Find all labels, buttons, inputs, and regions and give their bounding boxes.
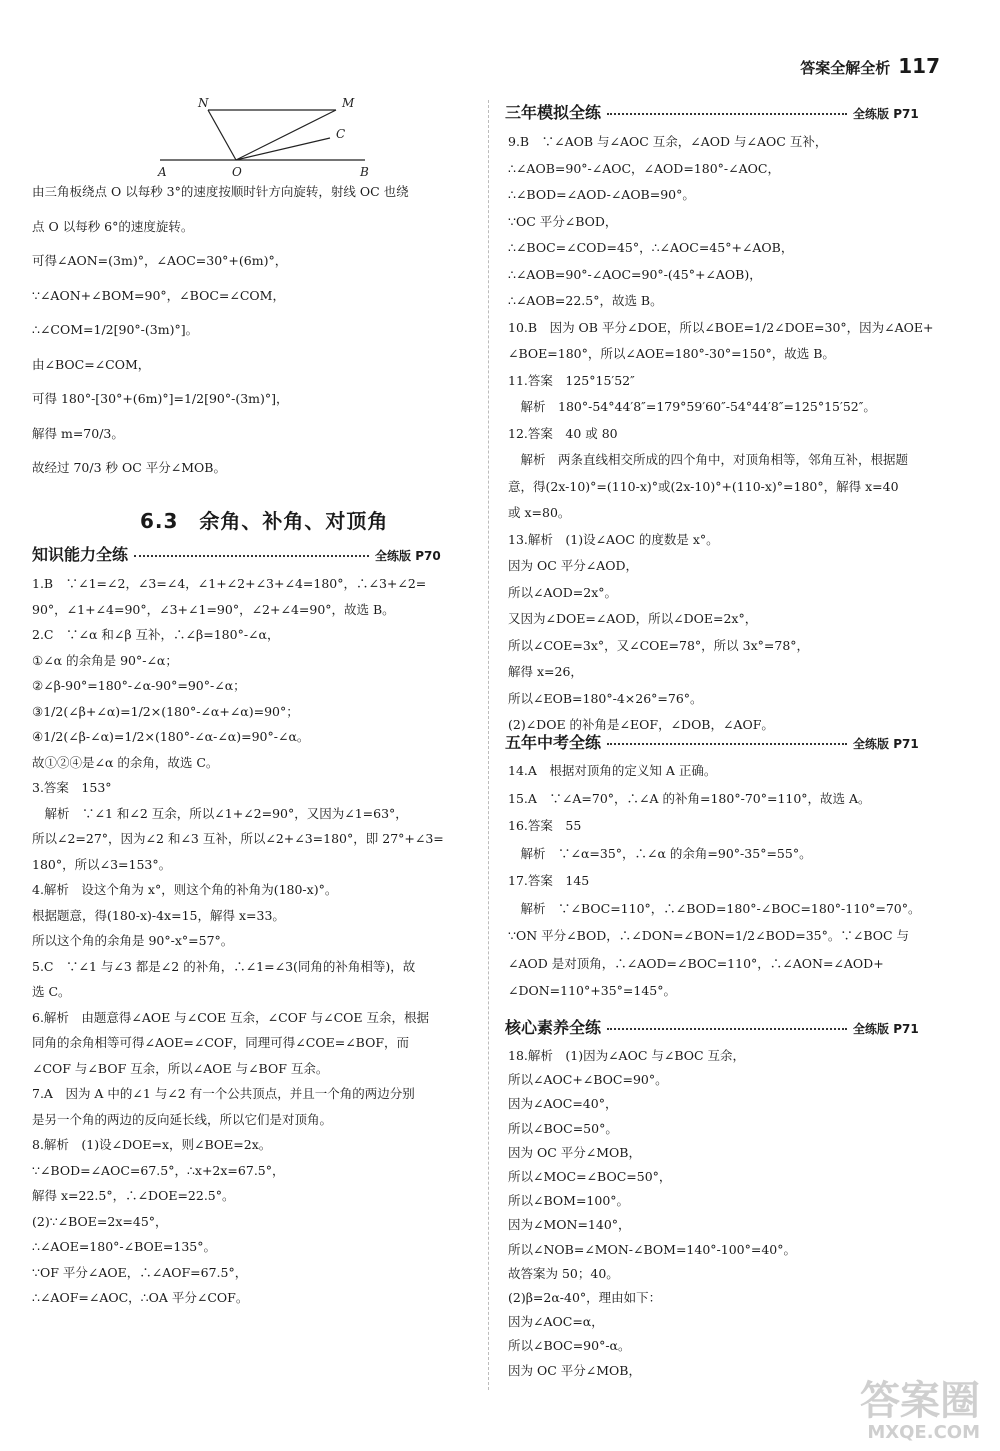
text-line: ∵∠AON+∠BOM=90°，∠BOC=∠COM，	[32, 287, 285, 303]
page-number: 117	[898, 54, 940, 78]
text-line: 180°，所以∠3=153°。	[32, 856, 172, 872]
text-line: ③1/2(∠β+∠α)=1/2×(180°-∠α+∠α)=90°；	[32, 703, 299, 719]
text-line: 4.解析 设这个角为 x°，则这个角的补角为(180-x)°。	[32, 882, 338, 897]
text-line: 6.解析 由题意得∠AOE 与∠COE 互余，∠COF 与∠COE 互余，根据	[32, 1009, 429, 1025]
text-line: 所以这个角的余角是 90°-x°=57°。	[32, 933, 234, 948]
text-line: ∠AOD 是对顶角，∴∠AOD=∠BOC=110°，∴∠AON=∠AOD+	[508, 955, 884, 971]
text-line: 所以∠MOC=∠BOC=50°，	[508, 1169, 672, 1184]
text-line: 是另一个角的两边的反向延长线，所以它们是对顶角。	[32, 1111, 333, 1127]
section-title: 6.3 余角、补角、对顶角	[140, 509, 389, 533]
text-line: 12.答案 40 或 80	[508, 425, 618, 441]
point-label-B: B	[360, 165, 369, 179]
text-line: 所以∠AOD=2x°。	[508, 584, 617, 600]
text-line: 所以∠COE=3x°，又∠COE=78°，所以 3x°=78°，	[508, 637, 810, 653]
point-label-N: N	[198, 96, 209, 110]
text-line: ∵∠BOD=∠AOC=67.5°，∴x+2x=67.5°，	[32, 1162, 285, 1178]
section-header-1: 知识能力全练 全练版 P70	[32, 545, 441, 564]
text-line: (2)∠DOE 的补角是∠EOF，∠DOB，∠AOF。	[508, 717, 774, 732]
text-line: 13.解析 (1)设∠AOC 的度数是 x°。	[508, 531, 719, 547]
text-line: ∵OC 平分∠BOD，	[508, 213, 618, 229]
text-line: 14.A 根据对顶角的定义知 A 正确。	[508, 763, 717, 778]
text-line: 所以∠2=27°，因为∠2 和∠3 互补，所以∠2+∠3=180°，即 27°+∠3=	[32, 831, 444, 846]
text-line: 因为∠AOC=40°，	[508, 1096, 618, 1112]
page-header	[800, 54, 940, 78]
text-line: 8.解析 (1)设∠DOE=x，则∠BOE=2x。	[32, 1137, 272, 1152]
text-line: 所以∠EOB=180°-4×26°=76°。	[508, 690, 703, 706]
text-line: 所以∠BOC=50°。	[508, 1120, 618, 1136]
text-line: 5.C ∵∠1 与∠3 都是∠2 的补角，∴∠1=∠3(同角的补角相等)，故	[32, 958, 416, 974]
text-line: 意，得(2x-10)°=(110-x)°或(2x-10)°+(110-x)°=180°，解得 x=40	[508, 478, 899, 494]
text-line: 根据题意，得(180-x)-4x=15，解得 x=33。	[32, 907, 285, 923]
watermark: 答案圈 MXQE.COM	[860, 1378, 980, 1443]
text-line: 因为 OC 平分∠MOB，	[508, 1144, 641, 1160]
text-line: ∵OF 平分∠AOE，∴∠AOF=67.5°，	[32, 1264, 248, 1280]
text-line: 解析 ∵∠1 和∠2 互余，所以∠1+∠2=90°，又因为∠1=63°，	[32, 805, 408, 821]
text-line: ∠DON=110°+35°=145°。	[508, 983, 676, 998]
text-line: 15.A ∵∠A=70°，∴∠A 的补角=180°-70°=110°，故选 A。	[508, 790, 871, 806]
text-line: (2)β=2α-40°，理由如下：	[508, 1290, 662, 1305]
text-line: 故经过 70/3 秒 OC 平分∠MOB。	[32, 460, 226, 475]
text-line: 解得 m=70/3。	[32, 425, 124, 441]
section-header-3: 五年中考全练 全练版 P71	[505, 733, 919, 752]
text-line: 又因为∠DOE=∠AOD，所以∠DOE=2x°，	[508, 611, 758, 626]
text-line: 故①②④是∠α 的余角，故选 C。	[32, 754, 219, 770]
text-line: 3.答案 153°	[32, 780, 112, 795]
text-line: ∵ON 平分∠BOD，∴∠DON=∠BON=1/2∠BOD=35°。∵∠BOC 与	[508, 928, 910, 943]
text-line: 可得∠AON=(3m)°，∠AOC=30°+(6m)°，	[32, 253, 288, 268]
text-line: ∴∠AOB=90°-∠AOC，∠AOD=180°-∠AOC，	[508, 160, 780, 176]
text-line: ∴∠AOB=22.5°，故选 B。	[508, 293, 663, 308]
text-line: 11.答案 125°15′52″	[508, 372, 635, 388]
text-line: 9.B ∵∠AOB 与∠AOC 互余，∠AOD 与∠AOC 互补，	[508, 134, 828, 149]
text-line: 由三角板绕点 O 以每秒 3°的速度按顺时针方向旋转，射线 OC 也绕	[32, 184, 409, 199]
text-line: ∠COF 与∠BOF 互余，所以∠AOE 与∠BOF 互余。	[32, 1060, 329, 1076]
text-line: 所以∠BOM=100°。	[508, 1193, 630, 1209]
text-line: ∴∠COM=1/2[90°-(3m)°]。	[32, 322, 199, 337]
text-line: 所以∠NOB=∠MON-∠BOM=140°-100°=40°。	[508, 1241, 796, 1257]
text-line: 10.B 因为 OB 平分∠DOE，所以∠BOE=1/2∠DOE=30°，因为∠AOE+	[508, 319, 934, 335]
point-label-C: C	[336, 127, 346, 141]
text-line: 由∠BOC=∠COM，	[32, 356, 151, 372]
text-line: 因为 OC 平分∠AOD，	[508, 558, 639, 573]
text-line: ∴∠BOC=∠COD=45°，∴∠AOC=45°+∠AOB，	[508, 240, 794, 255]
text-line: 解析 ∵∠BOC=110°，∴∠BOD=180°-∠BOC=180°-110°=70°。	[508, 900, 921, 916]
text-line: (2)∵∠BOE=2x=45°，	[32, 1213, 168, 1229]
text-line: 2.C ∵∠α 和∠β 互补，∴∠β=180°-∠α，	[32, 627, 280, 642]
section-header-4: 核心素养全练 全练版 P71	[505, 1018, 919, 1037]
text-line: 故答案为 50；40。	[508, 1265, 619, 1281]
text-line: ∴∠AOB=90°-∠AOC=90°-(45°+∠AOB)，	[508, 266, 762, 282]
text-line: 解得 x=26，	[508, 664, 583, 679]
text-line: 同角的余角相等可得∠AOE=∠COF，同理可得∠COE=∠BOF，而	[32, 1035, 410, 1050]
header-label: 答案全解全析	[800, 59, 891, 77]
text-line: ④1/2(∠β-∠α)=1/2×(180°-∠α-∠α)=90°-∠α。	[32, 729, 310, 744]
text-line: ∴∠AOE=180°-∠BOE=135°。	[32, 1239, 216, 1254]
text-line: ∠BOE=180°，所以∠AOE=180°-30°=150°，故选 B。	[508, 346, 835, 361]
text-line: 因为∠AOC=α，	[508, 1314, 604, 1330]
point-label-O: O	[232, 165, 242, 179]
text-line: 16.答案 55	[508, 818, 582, 833]
point-label-M: M	[342, 96, 355, 110]
text-line: 选 C。	[32, 984, 71, 999]
text-line: ②∠β-90°=180°-∠α-90°=90°-∠α；	[32, 678, 246, 693]
text-line: ①∠α 的余角是 90°-∠α；	[32, 652, 178, 668]
text-line: 1.B ∵∠1=∠2，∠3=∠4，∠1+∠2+∠3+∠4=180°，∴∠3+∠2=	[32, 576, 427, 591]
text-line: 因为∠MON=140°，	[508, 1217, 631, 1233]
text-line: 18.解析 (1)因为∠AOC 与∠BOC 互余，	[508, 1048, 746, 1063]
text-line: 点 O 以每秒 6°的速度旋转。	[32, 218, 194, 234]
text-line: 7.A 因为 A 中的∠1 与∠2 有一个公共顶点，并且一个角的两边分别	[32, 1086, 415, 1101]
section-header-2: 三年模拟全练 全练版 P71	[505, 103, 919, 122]
text-line: 90°，∠1+∠4=90°，∠3+∠1=90°，∠2+∠4=90°，故选 B。	[32, 601, 395, 617]
text-line: 解析 180°-54°44′8″=179°59′60″-54°44′8″=125°15′52″。	[508, 399, 876, 414]
angle-figure	[150, 92, 390, 182]
point-label-A: A	[158, 165, 167, 179]
text-line: 解得 x=22.5°，∴∠DOE=22.5°。	[32, 1188, 235, 1203]
text-line: 因为 OC 平分∠MOB，	[508, 1362, 641, 1378]
text-line: 所以∠BOC=90°-α。	[508, 1338, 631, 1354]
text-line: 可得 180°-[30°+(6m)°]=1/2[90°-(3m)°]，	[32, 391, 289, 406]
text-line: 解析 ∵∠α=35°，∴∠α 的余角=90°-35°=55°。	[508, 845, 812, 861]
text-line: 所以∠AOC+∠BOC=90°。	[508, 1072, 668, 1088]
text-line: ∴∠AOF=∠AOC，∴OA 平分∠COF。	[32, 1290, 249, 1305]
column-divider	[488, 100, 489, 1390]
text-line: 解析 两条直线相交所成的四个角中，对顶角相等，邻角互补，根据题	[508, 452, 909, 467]
text-line: 17.答案 145	[508, 873, 590, 888]
text-line: ∴∠BOD=∠AOD-∠AOB=90°。	[508, 187, 695, 202]
text-line: 或 x=80。	[508, 505, 571, 520]
